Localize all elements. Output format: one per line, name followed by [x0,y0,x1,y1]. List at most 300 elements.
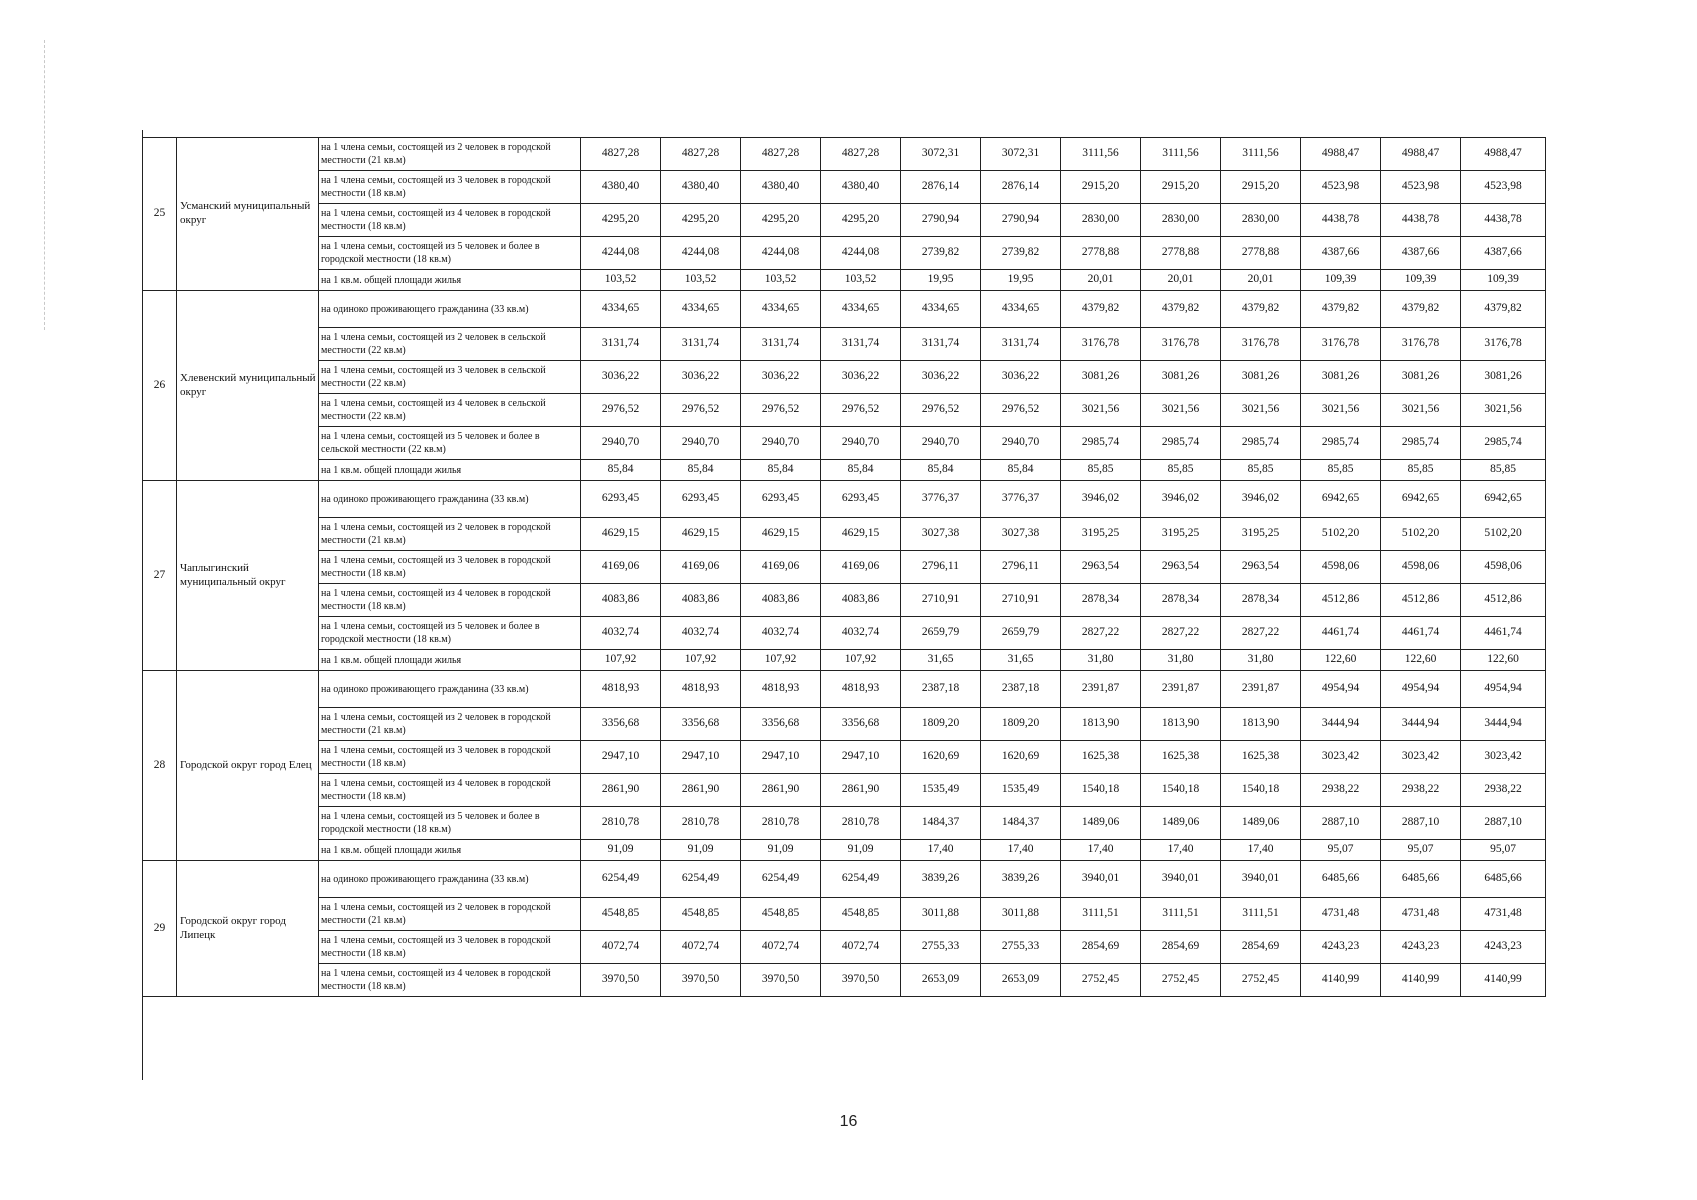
rate-value-cell: 2810,78 [661,807,741,840]
rate-value-cell: 4827,28 [821,138,901,171]
rate-value-cell: 3036,22 [901,361,981,394]
table-row [143,807,1546,840]
rate-value-cell: 6485,66 [1381,861,1461,898]
rate-value-cell: 4244,08 [741,237,821,270]
rate-value-cell: 91,09 [581,840,661,861]
rate-value-cell: 4954,94 [1381,671,1461,708]
rate-value-cell: 4379,82 [1301,291,1381,328]
rate-value-cell: 3131,74 [821,328,901,361]
rate-value-cell: 4295,20 [581,204,661,237]
rate-value-cell: 5102,20 [1301,518,1381,551]
rate-value-cell: 2940,70 [661,427,741,460]
rate-value-cell: 3776,37 [981,481,1061,518]
table-row [143,617,1546,650]
scan-margin-marks [44,40,47,330]
rate-value-cell: 2878,34 [1221,584,1301,617]
page-number: 16 [839,1113,858,1130]
rate-value-cell: 4379,82 [1141,291,1221,328]
rate-value-cell: 91,09 [821,840,901,861]
rate-value-cell: 107,92 [741,650,821,671]
rate-value-cell: 4083,86 [581,584,661,617]
rate-description: на 1 члена семьи, состоящей из 4 человек в городской местности (18 кв.м) [319,774,581,807]
rate-value-cell: 6942,65 [1301,481,1381,518]
rate-value-cell: 4461,74 [1381,617,1461,650]
rate-value-cell: 6254,49 [661,861,741,898]
rate-value-cell: 4629,15 [581,518,661,551]
rate-value-cell: 2976,52 [901,394,981,427]
rate-value-cell: 2755,33 [981,931,1061,964]
rate-value-cell: 3356,68 [821,708,901,741]
rate-value-cell: 2976,52 [821,394,901,427]
rate-value-cell: 4387,66 [1461,237,1546,270]
table-row [143,291,1546,328]
rate-value-cell: 3195,25 [1141,518,1221,551]
rate-value-cell: 3036,22 [581,361,661,394]
rate-value-cell: 2878,34 [1061,584,1141,617]
rate-value-cell: 95,07 [1301,840,1381,861]
rate-value-cell: 6293,45 [821,481,901,518]
rate-value-cell: 3027,38 [981,518,1061,551]
rate-value-cell: 4629,15 [741,518,821,551]
rate-value-cell: 3021,56 [1461,394,1546,427]
rate-value-cell: 3081,26 [1381,361,1461,394]
district-name: Усманский муниципальный округ [177,138,319,291]
rate-value-cell: 2887,10 [1381,807,1461,840]
rate-value-cell: 1489,06 [1141,807,1221,840]
rate-value-cell: 4629,15 [821,518,901,551]
rate-description: на 1 кв.м. общей площади жилья [319,270,581,291]
rate-value-cell: 3131,74 [981,328,1061,361]
rate-value-cell: 3131,74 [741,328,821,361]
rate-value-cell: 1620,69 [901,741,981,774]
rate-value-cell: 3356,68 [741,708,821,741]
rate-value-cell: 3021,56 [1221,394,1301,427]
table-row [143,840,1546,861]
rate-value-cell: 3940,01 [1061,861,1141,898]
rate-value-cell: 4379,82 [1061,291,1141,328]
rate-value-cell: 107,92 [821,650,901,671]
rate-value-cell: 3356,68 [581,708,661,741]
rate-value-cell: 6293,45 [741,481,821,518]
rate-value-cell: 3131,74 [661,328,741,361]
rate-value-cell: 2659,79 [981,617,1061,650]
rate-value-cell: 4438,78 [1461,204,1546,237]
rate-value-cell: 4988,47 [1301,138,1381,171]
rate-value-cell: 17,40 [1141,840,1221,861]
rate-value-cell: 3081,26 [1221,361,1301,394]
rate-value-cell: 3970,50 [741,964,821,997]
rate-value-cell: 3021,56 [1301,394,1381,427]
rate-value-cell: 3111,51 [1141,898,1221,931]
table-row [143,237,1546,270]
rate-value-cell: 3036,22 [981,361,1061,394]
rate-value-cell: 6254,49 [821,861,901,898]
rate-value-cell: 91,09 [741,840,821,861]
rate-value-cell: 3021,56 [1381,394,1461,427]
table-row [143,708,1546,741]
rate-value-cell: 2976,52 [741,394,821,427]
table-row [143,741,1546,774]
rate-value-cell: 17,40 [1061,840,1141,861]
rate-description: на одиноко проживающего гражданина (33 кв.м) [319,671,581,708]
rate-value-cell: 85,85 [1381,460,1461,481]
rate-value-cell: 19,95 [981,270,1061,291]
rate-value-cell: 31,80 [1061,650,1141,671]
rate-value-cell: 3176,78 [1461,328,1546,361]
rate-value-cell: 6293,45 [661,481,741,518]
rate-value-cell: 1484,37 [981,807,1061,840]
rate-value-cell: 3970,50 [661,964,741,997]
rate-description: на 1 члена семьи, состоящей из 2 человек в городской местности (21 кв.м) [319,708,581,741]
rate-value-cell: 95,07 [1461,840,1546,861]
rate-value-cell: 85,85 [1461,460,1546,481]
table-row [143,551,1546,584]
rate-value-cell: 1540,18 [1141,774,1221,807]
rate-value-cell: 31,80 [1141,650,1221,671]
rate-value-cell: 17,40 [901,840,981,861]
rate-value-cell: 3081,26 [1061,361,1141,394]
rate-value-cell: 2755,33 [901,931,981,964]
rate-value-cell: 3111,51 [1221,898,1301,931]
rate-value-cell: 4083,86 [661,584,741,617]
rate-value-cell: 4032,74 [821,617,901,650]
rate-value-cell: 3940,01 [1141,861,1221,898]
rate-value-cell: 2985,74 [1301,427,1381,460]
rate-value-cell: 2827,22 [1061,617,1141,650]
rate-value-cell: 2827,22 [1221,617,1301,650]
rate-value-cell: 2976,52 [981,394,1061,427]
rate-description: на одиноко проживающего гражданина (33 кв.м) [319,291,581,328]
rate-value-cell: 2915,20 [1061,171,1141,204]
rate-value-cell: 109,39 [1461,270,1546,291]
rate-value-cell: 4244,08 [581,237,661,270]
rate-value-cell: 85,84 [901,460,981,481]
rate-value-cell: 3036,22 [741,361,821,394]
rate-value-cell: 17,40 [981,840,1061,861]
table-row [143,270,1546,291]
rate-value-cell: 4295,20 [741,204,821,237]
rate-description: на 1 члена семьи, состоящей из 4 человек в городской местности (18 кв.м) [319,204,581,237]
rate-value-cell: 4140,99 [1461,964,1546,997]
table-row [143,964,1546,997]
rate-value-cell: 2947,10 [581,741,661,774]
rate-value-cell: 2854,69 [1221,931,1301,964]
rate-value-cell: 4731,48 [1381,898,1461,931]
rate-value-cell: 2963,54 [1221,551,1301,584]
rate-value-cell: 85,84 [581,460,661,481]
district-name: Хлевенский муниципальный округ [177,291,319,481]
rate-description: на 1 члена семьи, состоящей из 4 человек в городской местности (18 кв.м) [319,964,581,997]
rate-value-cell: 3176,78 [1061,328,1141,361]
rate-value-cell: 2796,11 [901,551,981,584]
rate-value-cell: 3111,56 [1061,138,1141,171]
table-row [143,171,1546,204]
rate-value-cell: 2810,78 [741,807,821,840]
rate-value-cell: 4954,94 [1301,671,1381,708]
rate-value-cell: 4244,08 [661,237,741,270]
rate-value-cell: 4598,06 [1301,551,1381,584]
rate-value-cell: 3195,25 [1061,518,1141,551]
rate-value-cell: 3072,31 [981,138,1061,171]
rate-value-cell: 85,84 [661,460,741,481]
rate-value-cell: 4334,65 [581,291,661,328]
rate-value-cell: 2876,14 [901,171,981,204]
table-row [143,328,1546,361]
table-row [143,650,1546,671]
table-row [143,518,1546,551]
rate-value-cell: 2752,45 [1141,964,1221,997]
rate-value-cell: 85,85 [1141,460,1221,481]
rate-value-cell: 109,39 [1381,270,1461,291]
rate-value-cell: 2938,22 [1461,774,1546,807]
rate-value-cell: 2861,90 [581,774,661,807]
rate-value-cell: 2976,52 [581,394,661,427]
rate-value-cell: 2710,91 [981,584,1061,617]
rate-value-cell: 2887,10 [1461,807,1546,840]
rate-value-cell: 3940,01 [1221,861,1301,898]
rate-value-cell: 107,92 [661,650,741,671]
rate-value-cell: 4512,86 [1301,584,1381,617]
table-row [143,671,1546,708]
rate-value-cell: 3111,56 [1221,138,1301,171]
rate-value-cell: 4169,06 [741,551,821,584]
rate-value-cell: 103,52 [581,270,661,291]
district-name: Чаплыгинский муниципальный округ [177,481,319,671]
rate-value-cell: 4954,94 [1461,671,1546,708]
rate-value-cell: 2878,34 [1141,584,1221,617]
rate-value-cell: 3036,22 [661,361,741,394]
rate-description: на 1 члена семьи, состоящей из 3 человек в сельской местности (22 кв.м) [319,361,581,394]
table-row [143,898,1546,931]
rate-value-cell: 20,01 [1061,270,1141,291]
district-name: Городской округ город Липецк [177,861,319,997]
rate-value-cell: 2710,91 [901,584,981,617]
rate-description: на 1 члена семьи, состоящей из 5 человек и более в городской местности (18 кв.м) [319,807,581,840]
rate-value-cell: 2810,78 [581,807,661,840]
rate-value-cell: 2985,74 [1061,427,1141,460]
rate-value-cell: 4827,28 [581,138,661,171]
rate-value-cell: 2947,10 [821,741,901,774]
rate-value-cell: 4548,85 [661,898,741,931]
rate-value-cell: 3176,78 [1301,328,1381,361]
rate-value-cell: 2739,82 [981,237,1061,270]
rate-value-cell: 20,01 [1141,270,1221,291]
rate-value-cell: 4334,65 [661,291,741,328]
rate-value-cell: 4072,74 [581,931,661,964]
rate-value-cell: 17,40 [1221,840,1301,861]
rate-value-cell: 2985,74 [1381,427,1461,460]
table-row [143,204,1546,237]
rate-value-cell: 2940,70 [901,427,981,460]
rate-value-cell: 4818,93 [821,671,901,708]
rate-value-cell: 3023,42 [1381,741,1461,774]
rate-description: на одиноко проживающего гражданина (33 кв.м) [319,481,581,518]
table-row [143,394,1546,427]
rate-value-cell: 3176,78 [1381,328,1461,361]
rate-value-cell: 2391,87 [1141,671,1221,708]
rate-value-cell: 4379,82 [1221,291,1301,328]
rate-value-cell: 4334,65 [821,291,901,328]
rate-value-cell: 31,65 [981,650,1061,671]
rate-value-cell: 2796,11 [981,551,1061,584]
rate-value-cell: 2778,88 [1141,237,1221,270]
rate-value-cell: 4243,23 [1461,931,1546,964]
rate-value-cell: 3036,22 [821,361,901,394]
rate-value-cell: 4379,82 [1461,291,1546,328]
rate-value-cell: 4169,06 [661,551,741,584]
rate-value-cell: 2830,00 [1061,204,1141,237]
rate-value-cell: 4334,65 [741,291,821,328]
rate-value-cell: 2963,54 [1141,551,1221,584]
rate-value-cell: 3027,38 [901,518,981,551]
rate-value-cell: 2940,70 [741,427,821,460]
rate-description: на 1 члена семьи, состоящей из 2 человек в городской местности (21 кв.м) [319,898,581,931]
rate-value-cell: 1489,06 [1221,807,1301,840]
rate-value-cell: 3356,68 [661,708,741,741]
rate-value-cell: 2653,09 [981,964,1061,997]
rate-value-cell: 1535,49 [901,774,981,807]
rate-value-cell: 3176,78 [1141,328,1221,361]
rate-value-cell: 19,95 [901,270,981,291]
rate-value-cell: 3111,56 [1141,138,1221,171]
rate-value-cell: 1625,38 [1141,741,1221,774]
rate-value-cell: 2876,14 [981,171,1061,204]
rate-value-cell: 2938,22 [1381,774,1461,807]
row-number: 29 [143,861,177,997]
rate-description: на 1 члена семьи, состоящей из 5 человек и более в городской местности (18 кв.м) [319,237,581,270]
rate-value-cell: 4523,98 [1381,171,1461,204]
rate-value-cell: 4295,20 [661,204,741,237]
rate-value-cell: 4244,08 [821,237,901,270]
rate-value-cell: 4818,93 [581,671,661,708]
rate-value-cell: 2861,90 [741,774,821,807]
rate-value-cell: 4295,20 [821,204,901,237]
rate-value-cell: 6254,49 [581,861,661,898]
rate-value-cell: 85,84 [821,460,901,481]
rate-value-cell: 2778,88 [1061,237,1141,270]
rate-value-cell: 2790,94 [901,204,981,237]
rate-value-cell: 1625,38 [1061,741,1141,774]
table-row [143,931,1546,964]
rate-value-cell: 4083,86 [821,584,901,617]
table-row [143,138,1546,171]
table-row [143,481,1546,518]
rate-description: на 1 члена семьи, состоящей из 2 человек в городской местности (21 кв.м) [319,518,581,551]
rate-description: на 1 кв.м. общей площади жилья [319,840,581,861]
rate-description: на 1 члена семьи, состоящей из 3 человек в городской местности (18 кв.м) [319,931,581,964]
rate-value-cell: 3176,78 [1221,328,1301,361]
rate-value-cell: 85,84 [981,460,1061,481]
rate-value-cell: 4072,74 [661,931,741,964]
rate-value-cell: 4731,48 [1301,898,1381,931]
rate-value-cell: 4629,15 [661,518,741,551]
rate-value-cell: 85,85 [1061,460,1141,481]
rate-value-cell: 1813,90 [1141,708,1221,741]
tariff-table [142,137,1546,997]
rate-value-cell: 4548,85 [741,898,821,931]
rate-description: на 1 члена семьи, состоящей из 3 человек в городской местности (18 кв.м) [319,171,581,204]
tariff-table-container [142,137,1545,997]
rate-value-cell: 2887,10 [1301,807,1381,840]
rate-value-cell: 3195,25 [1221,518,1301,551]
rate-value-cell: 2387,18 [981,671,1061,708]
rate-value-cell: 3839,26 [901,861,981,898]
rate-value-cell: 85,84 [741,460,821,481]
rate-value-cell: 1535,49 [981,774,1061,807]
rate-description: на 1 члена семьи, состоящей из 5 человек и более в сельской местности (22 кв.м) [319,427,581,460]
rate-value-cell: 4988,47 [1461,138,1546,171]
rate-value-cell: 4380,40 [581,171,661,204]
rate-value-cell: 4380,40 [741,171,821,204]
rate-value-cell: 122,60 [1381,650,1461,671]
rate-description: на 1 члена семьи, состоящей из 4 человек в сельской местности (22 кв.м) [319,394,581,427]
rate-value-cell: 3131,74 [901,328,981,361]
row-number: 27 [143,481,177,671]
rate-value-cell: 4598,06 [1381,551,1461,584]
rate-value-cell: 2391,87 [1061,671,1141,708]
rate-value-cell: 4387,66 [1301,237,1381,270]
rate-value-cell: 3946,02 [1221,481,1301,518]
rate-value-cell: 4598,06 [1461,551,1546,584]
table-body [143,138,1546,997]
rate-value-cell: 2861,90 [821,774,901,807]
rate-value-cell: 2915,20 [1141,171,1221,204]
rate-value-cell: 31,65 [901,650,981,671]
rate-value-cell: 4438,78 [1301,204,1381,237]
row-number: 25 [143,138,177,291]
rate-value-cell: 4731,48 [1461,898,1546,931]
rate-value-cell: 3444,94 [1461,708,1546,741]
rate-value-cell: 20,01 [1221,270,1301,291]
rate-description: на 1 кв.м. общей площади жилья [319,460,581,481]
rate-value-cell: 4072,74 [821,931,901,964]
rate-value-cell: 3081,26 [1301,361,1381,394]
rate-value-cell: 103,52 [821,270,901,291]
rate-value-cell: 2854,69 [1061,931,1141,964]
rate-value-cell: 2790,94 [981,204,1061,237]
rate-value-cell: 4334,65 [981,291,1061,328]
rate-value-cell: 2940,70 [581,427,661,460]
rate-value-cell: 6293,45 [581,481,661,518]
rate-description: на 1 члена семьи, состоящей из 5 человек и более в городской местности (18 кв.м) [319,617,581,650]
rate-value-cell: 3444,94 [1301,708,1381,741]
rate-value-cell: 4827,28 [661,138,741,171]
rate-value-cell: 4461,74 [1301,617,1381,650]
rate-value-cell: 95,07 [1381,840,1461,861]
rate-value-cell: 4380,40 [821,171,901,204]
rate-value-cell: 4387,66 [1381,237,1461,270]
rate-value-cell: 85,85 [1221,460,1301,481]
rate-value-cell: 3011,88 [981,898,1061,931]
rate-value-cell: 1813,90 [1221,708,1301,741]
rate-description: на 1 члена семьи, состоящей из 2 человек в сельской местности (22 кв.м) [319,328,581,361]
table-row [143,460,1546,481]
rate-value-cell: 2938,22 [1301,774,1381,807]
rate-value-cell: 3946,02 [1141,481,1221,518]
rate-value-cell: 2739,82 [901,237,981,270]
rate-value-cell: 85,85 [1301,460,1381,481]
table-row [143,361,1546,394]
rate-value-cell: 3021,56 [1141,394,1221,427]
rate-value-cell: 1809,20 [901,708,981,741]
rate-value-cell: 2985,74 [1141,427,1221,460]
rate-value-cell: 4512,86 [1461,584,1546,617]
rate-value-cell: 1484,37 [901,807,981,840]
rate-value-cell: 2827,22 [1141,617,1221,650]
rate-value-cell: 4243,23 [1301,931,1381,964]
rate-value-cell: 2940,70 [821,427,901,460]
rate-value-cell: 4512,86 [1381,584,1461,617]
